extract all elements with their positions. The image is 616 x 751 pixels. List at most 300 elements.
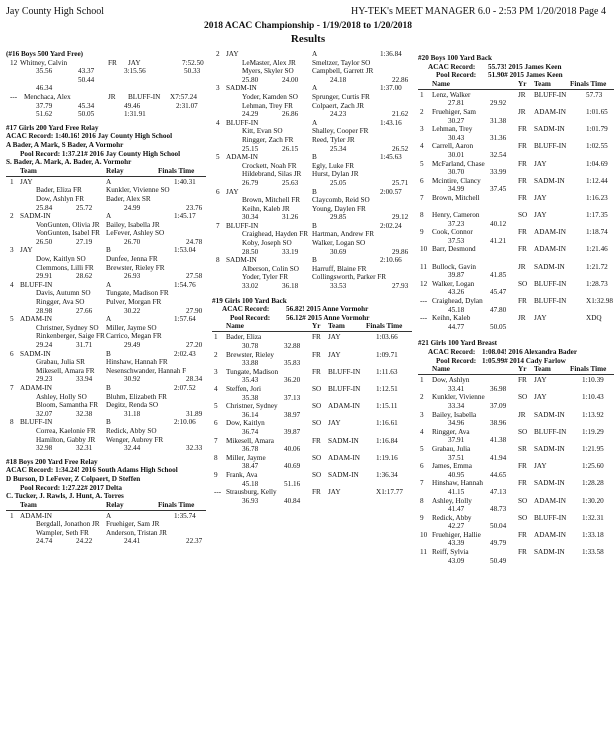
team: JAY [328,419,341,428]
split-row [418,488,614,497]
swimmer-name: Reiff, Sylvia [432,548,469,557]
place: 4 [420,142,424,151]
team: JAY [328,488,341,497]
swimmer: Yoder, Tyler FR [242,273,289,282]
split: 36.18 [282,282,299,291]
year: SO [518,513,528,522]
swimmer: Alberson, Colin SO [242,264,299,273]
split-row [418,454,614,463]
split-row [212,394,412,403]
split: 29.92 [490,99,507,108]
swimmer-name: Grabau, Julia [432,444,471,453]
place: 4 [214,384,218,393]
split-row [212,282,412,291]
relay-letter: A [312,50,318,58]
result-row [418,445,614,454]
split: 27.58 [186,272,203,281]
result-row [212,351,412,360]
relay-row [212,84,412,93]
column-middle [212,48,412,505]
result-row [212,333,412,342]
result-row [418,108,614,117]
result-row [212,454,412,463]
result-row: 12 Whitney, Calvin FR JAY 7:52.50 [10,58,204,67]
split: 45.47 [490,288,507,297]
split: 33.53 [330,282,347,291]
place: 9 [420,228,424,237]
finals-time: 2:10.66 [380,256,402,265]
result-row [418,514,614,523]
finals-time: 2:00.57 [380,187,402,196]
finals-time: 1:11.63 [376,367,398,376]
year: SO [312,419,322,428]
swimmer-row [6,255,206,264]
result-row [212,419,412,428]
relay-letter: A [312,118,318,127]
place: 8 [216,256,220,265]
swimmer-row [6,436,206,445]
finals-time: 1:16.61 [376,419,398,428]
swimmer: Nesenschwander, Hannah F [106,366,187,375]
split: 36.78 [242,445,259,454]
place: 7 [420,479,424,488]
split-row [418,99,614,108]
split: 41.94 [490,453,507,462]
swimmer: Harruff, Blaine FR [312,264,367,273]
split-row [418,254,614,263]
finals-time: 1:32.31 [582,513,604,522]
swimmer-name: Keihn, Kaleb [432,314,471,323]
finals-time: 1:54.76 [174,280,196,289]
pool-record: Pool Record: 1:27.22# 2017 Delta [20,483,123,492]
split-row [418,134,614,143]
split: 43.09 [448,556,465,565]
swimmer: Ashley, Holly SO [36,392,87,401]
split-row [418,419,614,428]
split: 32.98 [36,444,53,453]
result-row [212,471,412,480]
split: 39.87 [448,271,465,280]
place: 2 [216,50,220,58]
year: FR [312,436,321,445]
year: JR [518,314,526,323]
acac-record: ACAC Record: 56.82! 2015 Anne Vormohr [222,305,369,314]
split-row [418,471,614,480]
split: 30.22 [124,306,141,315]
pool-record: Pool Record: 51.90# 2015 James Keen [436,71,563,80]
swimmer-row [212,162,412,171]
swimmer: Kitt, Evan SO [242,127,283,136]
swimmer-row [212,127,412,136]
event-17-title: #17 Girls 200 Yard Free Relay [6,123,99,132]
finals-time: 1:18.74 [586,228,608,237]
result-row [418,177,614,186]
team: SADM-IN [226,84,257,93]
split-row [418,237,614,246]
split: 45.18 [242,479,259,488]
split-row [212,428,412,437]
result-row [418,245,614,254]
split-row [212,248,412,257]
split: 28.98 [36,306,53,315]
finals-time: 1:09.71 [376,350,398,359]
team: ADAM-IN [534,496,566,505]
swimmer-name: James, Emma [432,462,472,471]
software-info: HY-TEK's MEET MANAGER 6.0 - 2:53 PM 1/20/2018 Page 4 [351,6,606,17]
split-row [418,436,614,445]
swimmer-name: McFarland, Chase [432,159,485,168]
split-row [212,145,412,154]
relay-row [6,512,206,521]
finals-time: 1:01.65 [586,107,608,116]
place: 3 [420,410,424,419]
finals-time: 2:02.24 [380,221,402,230]
year: FR [518,193,527,202]
split: 40.06 [284,445,301,454]
split: 35.38 [242,393,259,402]
team: SADM-IN [534,176,565,185]
swimmer: LeMaster, Alex JR [242,58,296,67]
swimmer: Wenger, Aubrey FR [106,435,164,444]
team: BLUFF-IN [534,297,567,306]
swimmer: Bailey, Isabella JR [106,220,160,229]
split: 41.38 [490,436,507,445]
team: ADAM-IN [226,153,258,162]
place: 3 [216,84,220,93]
swimmer-row [212,273,412,282]
ind-table-header: Name Yr Team Finals Time [418,80,614,90]
finals-time: 1:36.34 [376,470,398,479]
place: --- [214,488,222,497]
swimmer-row [212,239,412,248]
place: 1 [420,90,424,99]
swimmer: Claycomb, Reid SO [312,196,370,205]
swimmer: Wampler, Seth FR [36,528,89,537]
result-row [418,497,614,506]
page-header [6,6,610,20]
split-row [212,376,412,385]
split: 30.27 [448,116,465,125]
finals-time: 1:33.18 [582,530,604,539]
split: 27.19 [76,237,93,246]
place: 6 [214,419,218,428]
swimmer: Brown, Mitchell FR [242,196,301,205]
swimmer-name: Mikesell, Amara [226,436,274,445]
swimmer: Tungate, Madison FR [106,289,169,298]
swimmer-name: Lehman, Trey [432,125,473,134]
place: 1 [10,177,14,186]
place: 9 [214,470,218,479]
team: ADAM-IN [534,530,566,539]
split: 44.77 [448,322,465,331]
split-row [418,306,614,315]
place: 8 [420,496,424,505]
year: FR [312,333,321,342]
swimmer-row [6,358,206,367]
split: 21.62 [392,110,409,119]
swimmer: Bergdall, Jonathon JR [36,520,100,529]
split: 27.66 [76,306,93,315]
place: 7 [10,383,14,392]
split-row [212,110,412,119]
split: 49.79 [490,539,507,548]
relay-letter: A [106,177,112,186]
swimmer: Hamilton, Gabby JR [36,435,96,444]
event-21-title: #21 Girls 100 Yard Breast [418,339,498,348]
split-row [6,537,206,546]
team: BLUFF-IN [328,384,361,393]
team: JAY [534,159,547,168]
swimmer: Lehman, Trey FR [242,101,293,110]
team: SADM-IN [226,256,257,265]
swimmer: Walker, Logan SO [312,239,366,248]
pool-record: Pool Record: 1:37.21# 2016 Jay County High School [20,149,181,158]
place: 7 [420,193,424,202]
swimmer: Smeltzer, Taylor SO [312,58,371,67]
team: ADAM-IN [534,228,566,237]
team: JAY [20,246,33,255]
split: 31.89 [186,409,203,418]
swimmer-name: Fruehiger, Hallie [432,530,481,539]
relay-table-header: Team Relay Finals Time [6,501,206,511]
finals-time: 1:16.23 [586,193,608,202]
swimmer: Keihn, Kaleb JR [242,204,290,213]
relay-letter: B [312,256,317,265]
finals-time: 1:36.84 [380,50,402,58]
split: 32.88 [284,342,301,350]
swimmer: Reed, Tyler JR [312,135,355,144]
split: 50.05 [490,322,507,331]
split: 29.49 [124,341,141,349]
split: 37.51 [448,453,465,462]
split-row [212,76,412,85]
split: 28.34 [186,375,203,384]
split-row: 37.79 45.34 49.46 2:31.07 [36,101,198,110]
team: SADM-IN [20,349,51,358]
split: 39.87 [284,427,301,436]
pool-record: Pool Record: 56.12# 2015 Anne Vormohr [230,313,370,322]
split: 34.96 [448,419,465,428]
relay-row [212,222,412,231]
year: FR [518,176,527,185]
finals-time: 1:28.73 [586,279,608,288]
split: 25.72 [76,203,93,212]
relay-row [6,212,206,221]
split-row [6,341,206,350]
result-row [418,531,614,540]
relay-row [6,178,206,187]
split: 33.41 [448,384,465,393]
swimmer: Bluhm, Elizabeth FR [106,392,167,401]
swimmer-row [212,136,412,145]
swimmer: Bader, Alex SR [106,194,151,203]
result-row [418,548,614,557]
swimmer: Koby, Joseph SO [242,239,292,248]
split: 25.80 [242,75,259,84]
split: 31.36 [490,133,507,142]
split: 26.79 [242,178,259,187]
year: FR [312,367,321,376]
split: 28.62 [76,272,93,281]
split: 40.84 [284,496,301,505]
swimmer: Pulver, Morgan FR [106,298,162,307]
split-row [212,179,412,188]
year: SO [518,427,528,436]
swimmer: Bloom, Samantha FR [36,401,99,410]
swimmer: Hildebrand, Silas JR [242,170,302,179]
split: 29.91 [36,272,53,281]
split: 45.18 [448,305,465,314]
swimmer: Dunfee, Jenna FR [106,255,158,264]
split: 37.53 [448,236,465,245]
result-row [418,297,614,306]
finals-time: 1:57.64 [174,315,196,324]
swimmer-name: Cook, Connor [432,228,473,237]
result-row [418,314,614,323]
relay-letter: A [106,212,112,221]
finals-time: 1:02.55 [586,142,608,151]
result-row [418,462,614,471]
split: 30.69 [330,247,347,256]
place: 2 [420,393,424,402]
team: SADM-IN [328,436,359,445]
split: 32.31 [76,444,93,453]
place: 2 [214,350,218,359]
split: 29.86 [392,247,409,256]
split: 29.23 [36,375,53,384]
split: 23.76 [186,203,203,212]
swimmer-row [6,367,206,376]
ind-table-header: Name Yr Team Finals Time [418,365,614,375]
swimmer-row [6,529,206,538]
relay-row [6,246,206,255]
relay-row [6,281,206,290]
split: 25.15 [242,144,259,153]
split-row [418,323,614,332]
split-row [418,220,614,229]
team: JAY [534,193,547,202]
relay-row [6,384,206,393]
swimmer: Redick, Abby SO [106,426,157,435]
split: 27.90 [186,306,203,315]
result-row [212,368,412,377]
split: 26.93 [124,272,141,281]
team: JAY [534,393,547,402]
result-row [418,411,614,420]
place: 7 [216,221,220,230]
split-row [6,307,206,316]
team: BLUFF-IN [226,221,259,230]
place: --- [420,314,428,323]
finals-time: 1:35.74 [174,511,196,520]
pool-record-names: C. Tucker, J. Rawls, J. Hunt, A. Torres [6,492,124,501]
year: SO [312,402,322,411]
result-row [418,194,614,203]
split: 32.33 [186,444,203,453]
split-row [6,444,206,453]
year: FR [518,548,527,557]
swimmer-row [212,102,412,111]
split: 33.99 [490,168,507,177]
swimmer: Dow, Kaitlyn SO [36,255,86,264]
swimmer: Campbell, Garrett JR [312,67,374,76]
split: 30.78 [242,342,259,350]
finals-time: 1:30.20 [582,496,604,505]
year: FR [312,488,321,497]
year: FR [518,297,527,306]
relay-row [6,315,206,324]
split-row [6,375,206,384]
split-row [418,168,614,177]
acac-record: ACAC Record: 1:08.04! 2016 Alexandra Bader [428,348,578,356]
place: 11 [420,548,427,557]
relay-letter: B [312,153,317,162]
swimmer-name: Craighead, Dylan [432,297,483,306]
swimmer-row [6,332,206,341]
column-right [418,48,614,565]
team: JAY [534,376,547,385]
place: 5 [216,153,220,162]
year: FR [518,228,527,237]
result-row [212,385,412,394]
split: 33.88 [242,359,259,368]
relay-row [212,153,412,162]
team: ADAM-IN [328,453,360,462]
swimmer: Rinkenberger, Saige FR [36,332,105,341]
swimmer-name: Lenz, Walker [432,90,471,99]
place: 3 [10,246,14,255]
finals-time: 1:21.72 [586,262,608,271]
finals-time: 1:12.51 [376,384,398,393]
split: 37.13 [284,393,301,402]
swimmer: Young, Daylen FR [312,204,366,213]
finals-time: 1:25.60 [582,462,604,471]
swimmer-row [212,67,412,76]
event-19-title: #19 Girls 100 Yard Back [212,296,287,305]
result-row [212,437,412,446]
split: 30.92 [124,375,141,384]
swimmer: Craighead, Hayden FR [242,230,309,239]
split: 33.34 [448,401,465,410]
place: 10 [420,530,428,539]
result-row [418,280,614,289]
split: 24.99 [124,203,141,212]
swimmer-name: Carrell, Aaron [432,142,474,151]
result-row [418,479,614,488]
place: 6 [216,187,220,196]
relay-letter: B [312,187,317,196]
place: 4 [216,118,220,127]
split-row [6,272,206,281]
relay-table-header: Team Relay Finals Time [6,167,206,177]
swimmer-name: Bader, Eliza [226,333,262,342]
swimmer: LeFever, Ashley SO [106,229,165,238]
split-row [212,213,412,222]
finals-time: 1:15.11 [376,402,398,411]
split: 34.99 [448,185,465,194]
split: 51.16 [284,479,301,488]
finals-time: 1:19.16 [376,453,398,462]
split: 25.05 [330,178,347,187]
split: 37.91 [448,436,465,445]
event-20-results [418,91,614,332]
split: 25.84 [36,203,53,212]
event-20-title: #20 Boys 100 Yard Back [418,54,493,62]
split: 33.19 [282,247,299,256]
split: 24.29 [242,110,259,119]
swimmer: Correa, Kaelonie FR [36,426,96,435]
split: 36.74 [242,427,259,436]
